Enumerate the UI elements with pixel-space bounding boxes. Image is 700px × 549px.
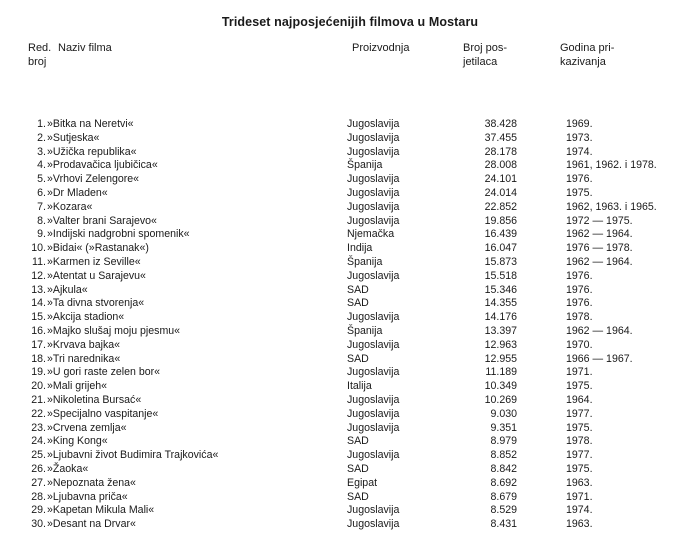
table-row [0, 518, 700, 532]
table-row [0, 256, 700, 270]
years-cell: 1975. [566, 462, 593, 475]
rank-cell: 21. [31, 393, 46, 406]
rank-cell: 14. [31, 297, 46, 310]
years-cell: 1969. [566, 118, 593, 130]
table-row [0, 215, 700, 229]
production-cell: Njemačka [347, 228, 395, 241]
film-title-cell: »King Kong« [47, 435, 108, 448]
visitors-cell: 22.852 [484, 200, 517, 213]
film-title-cell: »Bidai« (»Rastanak«) [47, 242, 149, 255]
film-title-cell: »Ta divna stvorenja« [47, 297, 145, 310]
film-title-cell: »Tri narednika« [47, 352, 121, 365]
production-cell: SAD [347, 283, 369, 296]
years-cell: 1978. [566, 311, 593, 324]
film-title-cell: »Bitka na Neretvi« [47, 118, 134, 130]
production-cell: Italija [347, 380, 372, 393]
rank-cell: 30. [31, 518, 46, 531]
visitors-cell: 8.852 [490, 449, 517, 462]
years-cell: 1974. [566, 145, 593, 158]
visitors-cell: 8.679 [490, 490, 517, 503]
production-cell: Egipat [347, 476, 378, 489]
visitors-cell: 15.518 [484, 269, 517, 282]
visitors-cell: 13.397 [484, 324, 517, 337]
years-cell: 1976 — 1978. [566, 242, 633, 255]
table-row [0, 242, 700, 256]
visitors-cell: 8.979 [490, 435, 517, 448]
film-title-cell: »Desant na Drvar« [47, 518, 136, 531]
visitors-cell: 12.955 [484, 352, 517, 365]
visitors-cell: 9.030 [490, 407, 517, 420]
production-cell: Španija [347, 159, 383, 172]
table-row [0, 394, 700, 408]
visitors-cell: 37.455 [484, 131, 517, 144]
film-title-cell: »Nepoznata žena« [47, 476, 136, 489]
film-title-cell: »Dr Mladen« [47, 186, 108, 199]
table-row [0, 408, 700, 422]
years-cell: 1971. [566, 490, 593, 503]
film-title-cell: »Krvava bajka« [47, 338, 121, 351]
table-row [0, 422, 700, 436]
production-cell: Jugoslavija [347, 200, 400, 213]
film-title-cell: »Atentat u Sarajevu« [47, 269, 146, 282]
production-cell: Jugoslavija [347, 131, 400, 144]
header-rank: Red. broj [28, 42, 52, 68]
rank-cell: 22. [31, 407, 46, 420]
film-table [0, 118, 700, 532]
visitors-cell: 10.269 [484, 393, 517, 406]
table-row [0, 270, 700, 284]
film-title-cell: »Sutjeska« [47, 131, 100, 144]
rank-cell: 23. [31, 421, 46, 434]
table-row [0, 477, 700, 491]
table-row [0, 491, 700, 505]
rank-cell: 3. [37, 145, 46, 158]
table-row [0, 504, 700, 518]
visitors-cell: 14.176 [484, 311, 517, 324]
visitors-cell: 28.178 [484, 145, 517, 158]
visitors-cell: 24.014 [484, 186, 517, 199]
production-cell: Jugoslavija [347, 421, 400, 434]
visitors-cell: 16.047 [484, 242, 517, 255]
years-cell: 1962 — 1964. [566, 228, 633, 241]
years-cell: 1976. [566, 297, 593, 310]
production-cell: SAD [347, 462, 369, 475]
table-row [0, 449, 700, 463]
rank-cell: 1. [37, 118, 46, 130]
years-cell: 1976. [566, 173, 593, 186]
years-cell: 1962, 1963. i 1965. [566, 200, 657, 213]
production-cell: SAD [347, 352, 369, 365]
visitors-cell: 38.428 [484, 118, 517, 130]
table-row [0, 353, 700, 367]
years-cell: 1970. [566, 338, 593, 351]
visitors-cell: 11.189 [485, 366, 517, 379]
visitors-cell: 28.008 [484, 159, 517, 172]
production-cell: Španija [347, 324, 383, 337]
table-row [0, 463, 700, 477]
production-cell: Jugoslavija [347, 393, 400, 406]
table-row [0, 228, 700, 242]
visitors-cell: 14.355 [484, 297, 517, 310]
production-cell: Jugoslavija [347, 449, 400, 462]
years-cell: 1976. [566, 269, 593, 282]
years-cell: 1971. [566, 366, 593, 379]
rank-cell: 7. [37, 200, 46, 213]
table-row [0, 187, 700, 201]
film-title-cell: »Karmen iz Seville« [47, 255, 141, 268]
film-title-cell: »Specijalno vaspitanje« [47, 407, 159, 420]
header-years: Godina pri- kazivanja [560, 42, 615, 68]
visitors-cell: 8.692 [490, 476, 517, 489]
table-row [0, 339, 700, 353]
years-cell: 1975. [566, 186, 593, 199]
table-row [0, 201, 700, 215]
years-cell: 1961, 1962. i 1978. [566, 159, 657, 172]
film-title-cell: »Žaoka« [47, 462, 89, 475]
table-row [0, 435, 700, 449]
production-cell: Jugoslavija [347, 338, 400, 351]
production-cell: SAD [347, 297, 369, 310]
table-row [0, 132, 700, 146]
rank-cell: 18. [31, 352, 46, 365]
rank-cell: 12. [31, 269, 46, 282]
years-cell: 1975. [566, 380, 593, 393]
rank-cell: 19. [31, 366, 46, 379]
page-title: Trideset najposjećenijih filmova u Mostaru [221, 15, 479, 29]
table-row [0, 159, 700, 173]
rank-cell: 15. [31, 311, 46, 324]
rank-cell: 27. [31, 476, 46, 489]
rank-cell: 9. [37, 228, 46, 241]
production-cell: SAD [347, 435, 369, 448]
years-cell: 1972 — 1975. [566, 214, 633, 227]
years-cell: 1977. [566, 407, 593, 420]
visitors-cell: 8.431 [490, 518, 517, 531]
film-title-cell: »U gori raste zelen bor« [47, 366, 161, 379]
rank-cell: 17. [31, 338, 46, 351]
film-title-cell: »Vrhovi Zelengore« [47, 173, 140, 186]
header-production: Proizvodnja [352, 42, 410, 54]
table-row [0, 380, 700, 394]
table-row [0, 146, 700, 160]
production-cell: Jugoslavija [347, 366, 400, 379]
film-title-cell: »Valter brani Sarajevo« [47, 214, 157, 227]
header-visitors: Broj pos- jetilaca [463, 42, 508, 68]
production-cell: Jugoslavija [347, 214, 400, 227]
film-title-cell: »Ajkula« [47, 283, 88, 296]
rank-cell: 16. [31, 324, 46, 337]
production-cell: Jugoslavija [347, 407, 400, 420]
years-cell: 1978. [566, 435, 593, 448]
visitors-cell: 12.963 [484, 338, 517, 351]
years-cell: 1974. [566, 504, 593, 517]
film-title-cell: »Akcija stadion« [47, 311, 125, 324]
header-film: Naziv filma [58, 42, 112, 54]
production-cell: Jugoslavija [347, 504, 400, 517]
rank-cell: 4. [37, 159, 46, 172]
film-title-cell: »Užička republika« [47, 145, 137, 158]
film-title-cell: »Crvena zemlja« [47, 421, 127, 434]
production-cell: Indija [347, 242, 373, 255]
years-cell: 1977. [566, 449, 593, 462]
years-cell: 1963. [566, 476, 593, 489]
visitors-cell: 19.856 [484, 214, 517, 227]
production-cell: Jugoslavija [347, 145, 400, 158]
rank-cell: 26. [31, 462, 46, 475]
table-row [0, 284, 700, 298]
years-cell: 1962 — 1964. [566, 255, 633, 268]
table-row [0, 118, 700, 132]
film-title-cell: »Nikoletina Bursać« [47, 393, 142, 406]
table-row [0, 173, 700, 187]
production-cell: Jugoslavija [347, 186, 400, 199]
production-cell: Jugoslavija [347, 311, 400, 324]
rank-cell: 8. [37, 214, 46, 227]
years-cell: 1962 — 1964. [566, 324, 633, 337]
years-cell: 1975. [566, 421, 593, 434]
visitors-cell: 8.842 [490, 462, 517, 475]
rank-cell: 20. [31, 380, 46, 393]
visitors-cell: 8.529 [490, 504, 517, 517]
film-title-cell: »Prodavačica ljubičica« [47, 159, 158, 172]
rank-cell: 29. [31, 504, 46, 517]
film-title-cell: »Kapetan Mikula Mali« [47, 504, 155, 517]
film-title-cell: »Ljubavna priča« [47, 490, 128, 503]
table-row [0, 297, 700, 311]
rank-cell: 25. [31, 449, 46, 462]
rank-cell: 28. [31, 490, 46, 503]
production-cell: Jugoslavija [347, 518, 400, 531]
visitors-cell: 15.873 [484, 255, 517, 268]
production-cell: Jugoslavija [347, 118, 400, 130]
production-cell: Španija [347, 255, 383, 268]
rank-cell: 5. [37, 173, 46, 186]
visitors-cell: 24.101 [484, 173, 517, 186]
years-cell: 1966 — 1967. [566, 352, 633, 365]
years-cell: 1963. [566, 518, 593, 531]
production-cell: Jugoslavija [347, 269, 400, 282]
film-title-cell: »Mali grijeh« [47, 380, 108, 393]
visitors-cell: 16.439 [484, 228, 517, 241]
table-row [0, 311, 700, 325]
table-row [0, 325, 700, 339]
film-title-cell: »Majko slušaj moju pjesmu« [47, 324, 181, 337]
visitors-cell: 10.349 [484, 380, 517, 393]
rank-cell: 10. [31, 242, 46, 255]
visitors-cell: 15.346 [484, 283, 517, 296]
rank-cell: 11. [32, 255, 46, 268]
rank-cell: 13. [31, 283, 46, 296]
table-row [0, 366, 700, 380]
rank-cell: 6. [37, 186, 46, 199]
visitors-cell: 9.351 [490, 421, 517, 434]
rank-cell: 24. [31, 435, 46, 448]
years-cell: 1973. [566, 131, 593, 144]
rank-cell: 2. [37, 131, 46, 144]
production-cell: SAD [347, 490, 369, 503]
film-title-cell: »Ljubavni život Budimira Trajkovića« [47, 449, 219, 462]
years-cell: 1964. [566, 393, 593, 406]
production-cell: Jugoslavija [347, 173, 400, 186]
film-title-cell: »Kozara« [47, 200, 93, 213]
film-title-cell: »Indijski nadgrobni spomenik« [47, 228, 190, 241]
years-cell: 1976. [566, 283, 593, 296]
